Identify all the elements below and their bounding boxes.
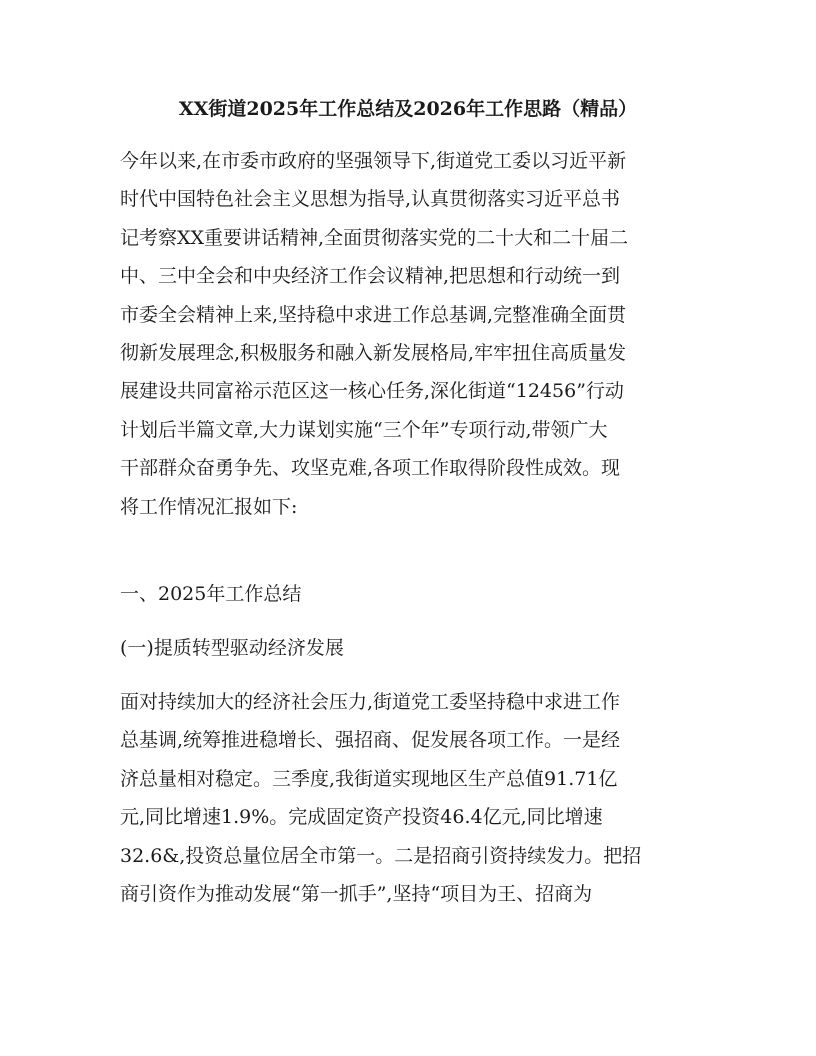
body-paragraph: [120, 683, 700, 913]
paragraph-line: 市委全会精神上来,坚持稳中求进工作总基调,完整准确全面贯: [120, 303, 627, 326]
paragraph-line: 干部群众奋勇争先、攻坚克难,各项工作取得阶段性成效。现: [120, 457, 621, 480]
paragraph-line: 商引资作为推动发展“第一抓手”,坚持“项目为王、招商为: [120, 882, 593, 905]
paragraph-line: 记考察XX重要讲话精神,全面贯彻落实党的二十大和二十届二: [120, 226, 629, 249]
paragraph-line: 面对持续加大的经济社会压力,街道党工委坚持稳中求进工作: [120, 691, 621, 713]
paragraph-line: 元,同比增速1.9%。完成固定资产投资46.4亿元,同比增速: [120, 806, 603, 829]
paragraph-line: 中、三中全会和中央经济工作会议精神,把思想和行动统一到: [120, 265, 621, 288]
intro-paragraph: [120, 142, 700, 526]
document-title: XX街道2025年工作总结及2026年工作思路（精品）: [178, 98, 638, 120]
section-heading: 一、2025年工作总结: [120, 583, 302, 605]
subsection-heading: (一)提质转型驱动经济发展: [120, 637, 344, 659]
paragraph-line: 今年以来,在市委市政府的坚强领导下,街道党工委以习近平新: [120, 150, 627, 172]
paragraph-line: 总基调,统筹推进稳增长、强招商、促发展各项工作。一是经: [120, 729, 621, 752]
paragraph-line: 32.6&,投资总量位居全市第一。二是招商引资持续发力。把招: [120, 844, 642, 867]
paragraph-line: 彻新发展理念,积极服务和融入新发展格局,牢牢扭住高质量发: [120, 341, 627, 364]
paragraph-line: 展建设共同富裕示范区这一核心任务,深化街道“12456”行动: [120, 380, 624, 403]
paragraph-line: 时代中国特色社会主义思想为指导,认真贯彻落实习近平总书: [120, 188, 621, 211]
paragraph-line: 将工作情况汇报如下:: [120, 495, 298, 518]
paragraph-line: 计划后半篇文章,大力谋划实施“三个年”专项行动,带领广大: [120, 418, 608, 441]
paragraph-line: 济总量相对稳定。三季度,我街道实现地区生产总值91.71亿: [120, 767, 618, 790]
